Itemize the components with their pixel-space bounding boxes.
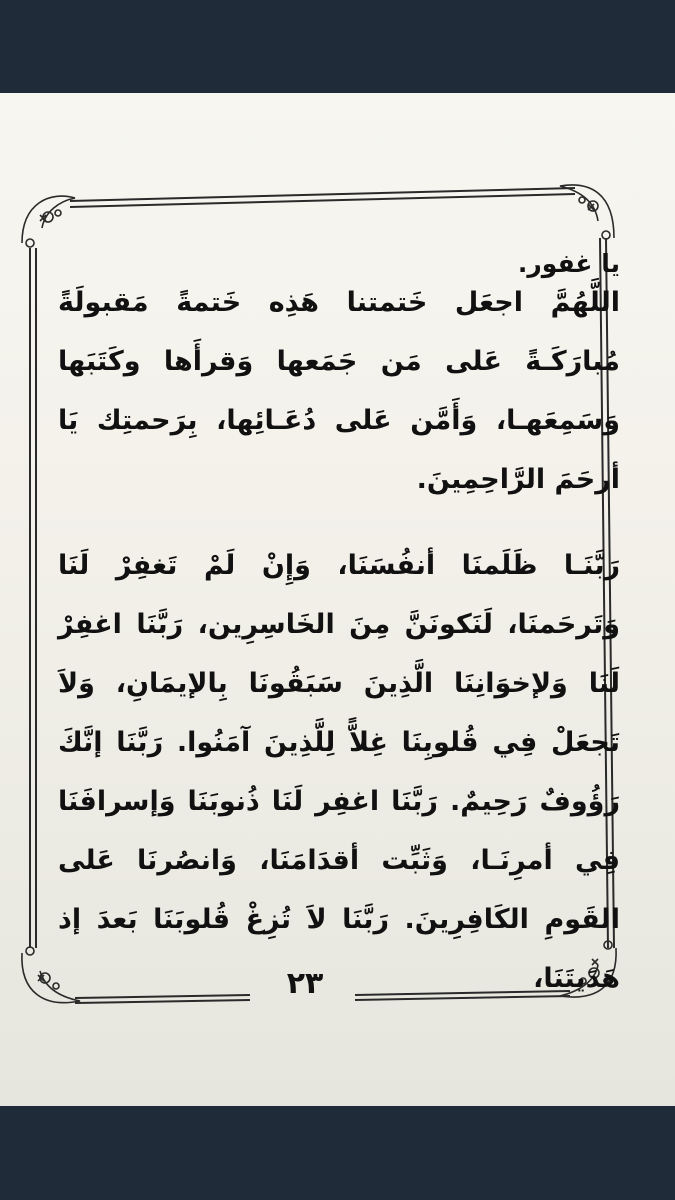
paragraph-2-text: رَبَّنَـا ظَلَمنَا أنفُسَنَا، وَإِنْ لَمْ تَغفِرْ لَنَا وَتَرحَمنَا، لَنَكونَنَّ مِنَ الخَاسِرِين، رَبَّنَا اغفِرْ لَنَا وَلإخوَانِنَا الَّذِينَ سَبَقُونَا بِالإيمَانِ، وَلاَ تَجعَلْ فِي قُلوبِنَا غِلاًّ لِلَّذِينَ آمَنُوا. رَبَّنَا إنَّكَ رَؤُوفٌ رَحِيمٌ. رَبَّنَا اغفِر لَنَا ذُنوبَنَا وَإسرافَنَا فِي أمرِنَـا، وَثَبِّت أقدَامَنَا، وَانصُرنَا عَلى القَومِ الكَافِرِينَ. رَبَّنَا لاَ تُزِغْ قُلوبَنَا بَعدَ إذ هَدَيتَنَا،	[58, 550, 620, 994]
bottom-dark-bar	[0, 1106, 675, 1200]
floral-corner-icon	[22, 196, 75, 247]
paragraph-1-text: اللَّهُمَّ اجعَل خَتمتنا هَذِه خَتمةً مَقبولَةً مُبارَكَـةً عَلى مَن جَمَعها وَقرأَها وكَتَبَها وَسَمِعَهـا، وَأَمَّن عَلى دُعَـائِها، بِرَحمتِك يَا أرحَمَ الرَّاحِمِينَ.	[58, 287, 620, 495]
top-line-text: يا غفور.	[517, 249, 620, 278]
top-dark-bar	[0, 0, 675, 93]
paragraph-1	[58, 273, 620, 509]
page-number: ٢٣	[286, 966, 324, 1001]
floral-corner-icon	[560, 185, 614, 239]
book-page-photo	[0, 93, 675, 1106]
paragraph-2	[58, 536, 620, 1008]
